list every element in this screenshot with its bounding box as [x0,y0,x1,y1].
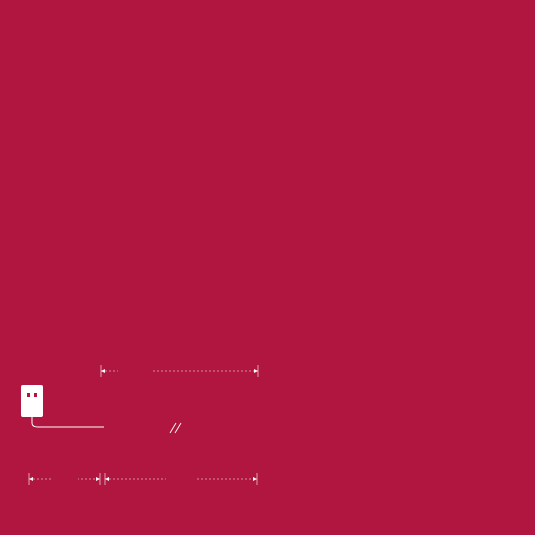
lit-length-dimension [105,472,257,486]
lead-cable [32,423,104,427]
light-set-diagram [0,355,535,505]
cable-break-icon [170,423,181,433]
total-length-dimension [101,364,258,378]
lead-length-dimension [29,472,100,486]
transformer-icon [21,385,43,423]
